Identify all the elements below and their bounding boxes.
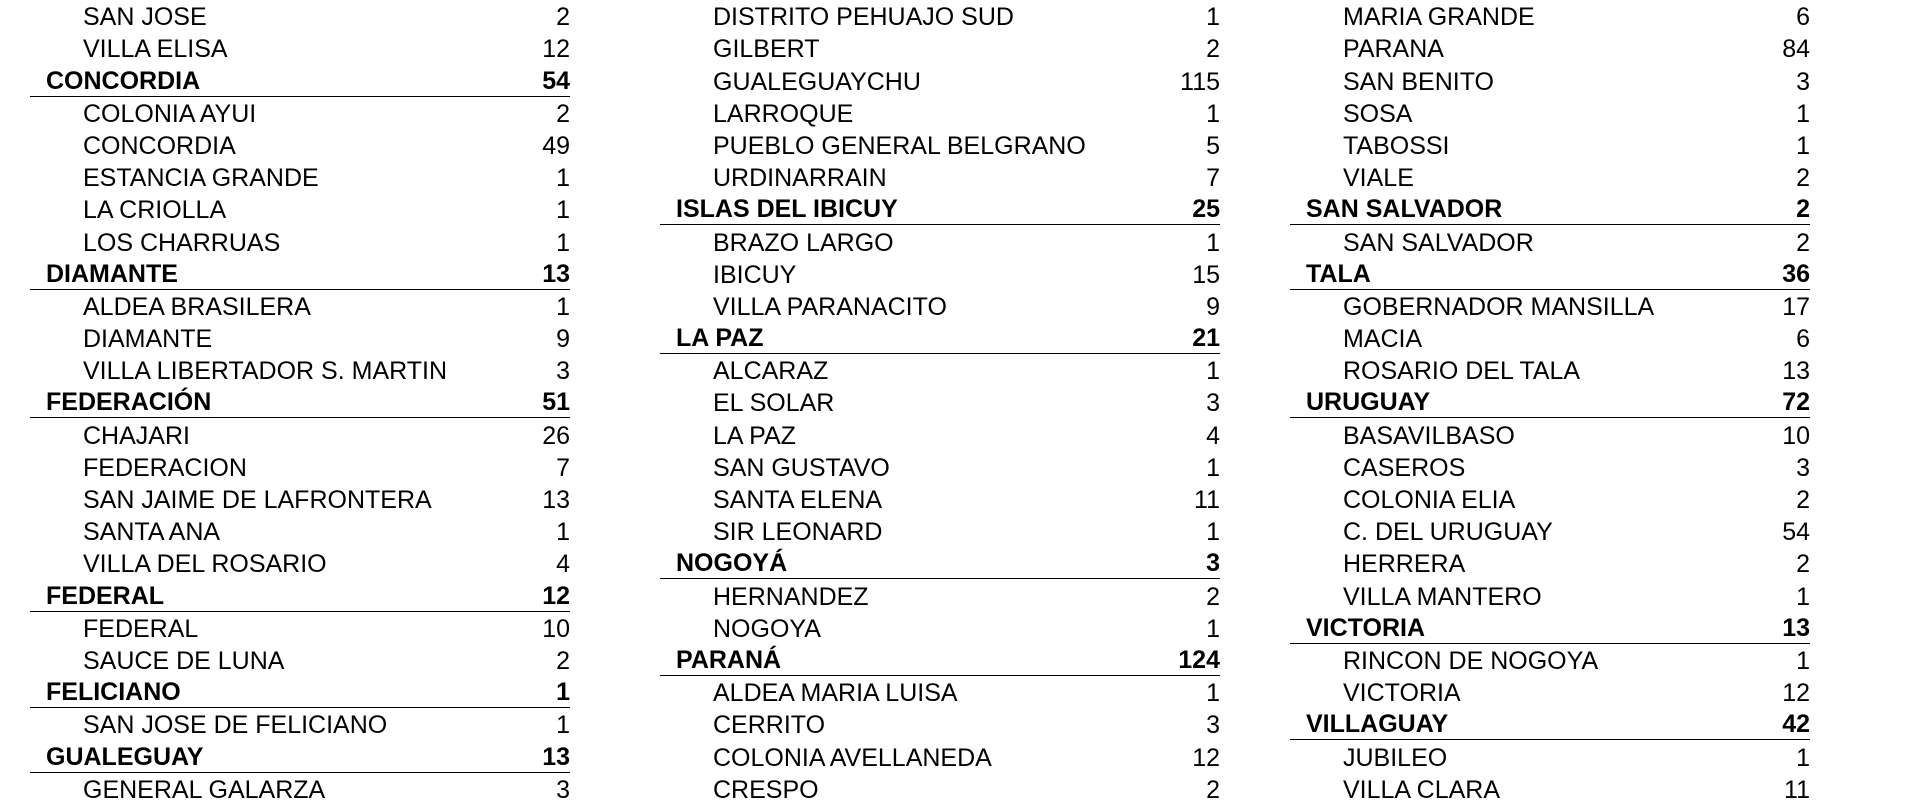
locality-name: SIR LEONARD: [713, 518, 883, 547]
locality-name: ESTANCIA GRANDE: [83, 164, 319, 193]
locality-name: SAN SALVADOR: [1343, 228, 1534, 257]
department-name: FEDERACIÓN: [46, 388, 212, 417]
locality-count: 84: [1782, 35, 1810, 64]
locality-name: DIAMANTE: [83, 325, 213, 354]
locality-row: [1290, 225, 1810, 257]
locality-row: [1290, 322, 1810, 354]
locality-row: [1290, 515, 1810, 547]
department-total: 3: [1206, 549, 1220, 578]
table-column-middle: [660, 0, 1220, 805]
department-name: VICTORIA: [1306, 613, 1425, 642]
locality-count: 5: [1206, 131, 1220, 160]
locality-count: 1: [1206, 228, 1220, 257]
locality-count: 4: [1206, 421, 1220, 450]
locality-name: GOBERNADOR MANSILLA: [1343, 292, 1655, 321]
locality-name: SAN BENITO: [1343, 67, 1494, 96]
locality-name: MACIA: [1343, 325, 1423, 354]
locality-row: [1290, 676, 1810, 708]
department-name: FEDERAL: [46, 581, 165, 610]
locality-row: [1290, 129, 1810, 161]
locality-row: [660, 225, 1220, 257]
locality-name: SAN JOSE DE FELICIANO: [83, 711, 388, 740]
locality-count: 3: [1206, 389, 1220, 418]
locality-name: ROSARIO DEL TALA: [1343, 357, 1581, 386]
locality-count: 1: [1796, 743, 1810, 772]
locality-count: 13: [542, 486, 570, 514]
department-header-row: [1290, 612, 1810, 644]
locality-count: 2: [1796, 228, 1810, 257]
locality-count: 7: [556, 453, 570, 482]
locality-name: ALDEA BRASILERA: [83, 292, 311, 321]
locality-row: [1290, 0, 1810, 32]
locality-count: 4: [556, 550, 570, 579]
locality-row: [30, 547, 570, 579]
locality-count: 12: [1192, 743, 1220, 772]
department-total: 54: [542, 66, 570, 95]
locality-row: [660, 676, 1220, 708]
locality-count: 10: [542, 614, 570, 643]
locality-count: 2: [556, 3, 570, 32]
locality-count: 1: [1206, 679, 1220, 708]
locality-row: [660, 579, 1220, 611]
locality-name: GUALEGUAYCHU: [713, 67, 921, 96]
locality-name: VILLA LIBERTADOR S. MARTIN: [83, 357, 448, 386]
department-name: LA PAZ: [676, 324, 764, 353]
locality-count: 1: [556, 228, 570, 257]
locality-count: 3: [1796, 453, 1810, 482]
locality-name: ALCARAZ: [713, 357, 829, 386]
locality-name: CERRITO: [713, 711, 826, 740]
locality-name: LA PAZ: [713, 421, 796, 450]
table-column-left: [30, 0, 570, 805]
locality-count: 2: [1796, 486, 1810, 514]
locality-row: [660, 0, 1220, 32]
locality-name: COLONIA AVELLANEDA: [713, 743, 992, 772]
locality-count: 1: [1206, 518, 1220, 547]
locality-row: [1290, 644, 1810, 676]
locality-count: 1: [1206, 99, 1220, 128]
locality-count: 2: [556, 646, 570, 675]
table-column-right: [1290, 0, 1810, 805]
locality-count: 1: [1206, 357, 1220, 386]
locality-row: [660, 32, 1220, 64]
locality-row: [30, 354, 570, 386]
locality-name: FEDERAL: [83, 614, 199, 643]
locality-count: 1: [556, 711, 570, 740]
locality-row: [660, 483, 1220, 515]
locality-name: CHAJARI: [83, 421, 190, 450]
locality-row: [30, 97, 570, 129]
locality-count: 1: [556, 164, 570, 193]
locality-row: [30, 644, 570, 676]
department-total: 72: [1782, 388, 1810, 417]
department-total: 1: [556, 678, 570, 707]
locality-row: [1290, 64, 1810, 96]
locality-name: CONCORDIA: [83, 131, 236, 160]
locality-row: [1290, 290, 1810, 322]
department-header-row: [1290, 258, 1810, 290]
locality-name: PARANA: [1343, 35, 1444, 64]
locality-count: 12: [1782, 679, 1810, 708]
department-total: 36: [1782, 259, 1810, 288]
department-total: 13: [1782, 613, 1810, 642]
locality-row: [30, 161, 570, 193]
locality-count: 1: [556, 292, 570, 321]
locality-count: 1: [1796, 99, 1810, 128]
locality-row: [30, 129, 570, 161]
locality-name: COLONIA ELIA: [1343, 486, 1516, 514]
department-total: 13: [542, 742, 570, 771]
department-name: NOGOYÁ: [676, 549, 788, 578]
department-header-row: [1290, 193, 1810, 225]
locality-count: 11: [1194, 486, 1220, 514]
locality-count: 54: [1782, 518, 1810, 547]
locality-row: [660, 418, 1220, 450]
locality-row: [30, 0, 570, 32]
locality-count: 3: [1206, 711, 1220, 740]
department-header-row: [30, 676, 570, 708]
department-name: TALA: [1306, 259, 1371, 288]
department-name: CONCORDIA: [46, 66, 201, 95]
locality-name: VILLA CLARA: [1343, 775, 1501, 804]
locality-row: [660, 451, 1220, 483]
locality-row: [1290, 483, 1810, 515]
locality-row: [660, 290, 1220, 322]
locality-name: HERNANDEZ: [713, 582, 869, 611]
locality-count: 26: [542, 421, 570, 450]
locality-count: 12: [542, 35, 570, 64]
department-total: 2: [1796, 195, 1810, 224]
department-total: 13: [542, 259, 570, 288]
locality-row: [30, 225, 570, 257]
locality-name: IBICUY: [713, 260, 797, 289]
locality-name: SANTA ANA: [83, 518, 221, 547]
department-header-row: [30, 579, 570, 611]
locality-row: [30, 515, 570, 547]
department-name: GUALEGUAY: [46, 742, 204, 771]
locality-name: HERRERA: [1343, 550, 1466, 579]
locality-row: [30, 32, 570, 64]
locality-name: RINCON DE NOGOYA: [1343, 646, 1599, 675]
locality-row: [30, 322, 570, 354]
locality-row: [30, 193, 570, 225]
locality-row: [660, 64, 1220, 96]
locality-row: [1290, 418, 1810, 450]
locality-count: 2: [556, 99, 570, 128]
locality-count: 3: [1796, 67, 1810, 96]
department-name: VILLAGUAY: [1306, 710, 1449, 739]
department-header-row: [660, 644, 1220, 676]
locality-row: [1290, 579, 1810, 611]
locality-count: 49: [542, 131, 570, 160]
locality-name: SAN GUSTAVO: [713, 453, 890, 482]
locality-name: FEDERACION: [83, 453, 247, 482]
locality-name: NOGOYA: [713, 614, 821, 643]
department-total: 124: [1178, 645, 1220, 674]
locality-row: [660, 612, 1220, 644]
locality-name: DISTRITO PEHUAJO SUD: [713, 3, 1014, 32]
locality-row: [30, 708, 570, 740]
department-name: FELICIANO: [46, 678, 181, 707]
locality-count: 11: [1784, 775, 1810, 804]
locality-name: EL SOLAR: [713, 389, 835, 418]
locality-count: 1: [556, 196, 570, 225]
locality-count: 17: [1782, 292, 1810, 321]
locality-name: SAN JAIME DE LAFRONTERA: [83, 486, 432, 514]
locality-name: BASAVILBASO: [1343, 421, 1515, 450]
locality-name: COLONIA AYUI: [83, 99, 257, 128]
department-header-row: [660, 547, 1220, 579]
department-header-row: [30, 64, 570, 96]
department-total: 25: [1192, 195, 1220, 224]
locality-count: 9: [556, 325, 570, 354]
locality-name: C. DEL URUGUAY: [1343, 518, 1553, 547]
locality-name: SAUCE DE LUNA: [83, 646, 285, 675]
locality-count: 13: [1782, 357, 1810, 386]
department-header-row: [1290, 386, 1810, 418]
locality-count: 1: [1206, 614, 1220, 643]
locality-row: [660, 740, 1220, 772]
department-total: 51: [542, 388, 570, 417]
locality-count: 2: [1206, 582, 1220, 611]
locality-row: [30, 290, 570, 322]
locality-count: 6: [1796, 325, 1810, 354]
locality-name: GENERAL GALARZA: [83, 775, 326, 804]
department-header-row: [1290, 708, 1810, 740]
department-name: SAN SALVADOR: [1306, 195, 1503, 224]
locality-count: 1: [556, 518, 570, 547]
locality-row: [660, 258, 1220, 290]
locality-row: [1290, 32, 1810, 64]
department-total: 42: [1782, 710, 1810, 739]
locality-name: SANTA ELENA: [713, 486, 883, 514]
locality-row: [660, 354, 1220, 386]
locality-count: 1: [1796, 131, 1810, 160]
locality-count: 10: [1782, 421, 1810, 450]
department-header-row: [660, 193, 1220, 225]
locality-row: [30, 418, 570, 450]
department-header-row: [30, 740, 570, 772]
locality-count: 1: [1796, 646, 1810, 675]
locality-row: [1290, 354, 1810, 386]
department-header-row: [660, 322, 1220, 354]
locality-row: [1290, 97, 1810, 129]
department-name: ISLAS DEL IBICUY: [676, 195, 898, 224]
locality-name: LARROQUE: [713, 99, 854, 128]
locality-count: 9: [1206, 292, 1220, 321]
locality-name: VILLA MANTERO: [1343, 582, 1542, 611]
department-total: 12: [542, 581, 570, 610]
locality-name: SAN JOSE: [83, 3, 207, 32]
locality-count: 2: [1796, 550, 1810, 579]
locality-row: [660, 129, 1220, 161]
locality-name: URDINARRAIN: [713, 164, 887, 193]
locality-row: [1290, 547, 1810, 579]
locality-name: VIALE: [1343, 164, 1414, 193]
locality-row: [660, 708, 1220, 740]
locality-count: 2: [1206, 35, 1220, 64]
locality-row: [1290, 161, 1810, 193]
locality-name: VILLA PARANACITO: [713, 292, 947, 321]
locality-row: [1290, 740, 1810, 772]
locality-name: CASEROS: [1343, 453, 1466, 482]
locality-count: 1: [1206, 3, 1220, 32]
department-name: DIAMANTE: [46, 259, 178, 288]
locality-count: 1: [1796, 582, 1810, 611]
locality-count: 3: [556, 357, 570, 386]
locality-name: TABOSSI: [1343, 131, 1450, 160]
locality-name: GILBERT: [713, 35, 820, 64]
locality-row: [30, 483, 570, 515]
locality-row: [30, 612, 570, 644]
locality-name: VILLA DEL ROSARIO: [83, 550, 327, 579]
department-name: PARANÁ: [676, 645, 782, 674]
locality-name: SOSA: [1343, 99, 1413, 128]
locality-row: [30, 451, 570, 483]
locality-name: VILLA ELISA: [83, 35, 228, 64]
locality-name: MARIA GRANDE: [1343, 3, 1535, 32]
locality-name: LA CRIOLLA: [83, 196, 227, 225]
locality-count: 115: [1180, 67, 1220, 96]
locality-row: [1290, 451, 1810, 483]
locality-count: 15: [1192, 260, 1220, 289]
locality-count: 6: [1796, 3, 1810, 32]
locality-count: 7: [1206, 164, 1220, 193]
department-header-row: [30, 258, 570, 290]
locality-name: LOS CHARRUAS: [83, 228, 281, 257]
locality-name: ALDEA MARIA LUISA: [713, 679, 958, 708]
locality-name: BRAZO LARGO: [713, 228, 894, 257]
locality-name: JUBILEO: [1343, 743, 1448, 772]
locality-row: [660, 97, 1220, 129]
locality-name: VICTORIA: [1343, 679, 1461, 708]
locality-count: 3: [556, 775, 570, 804]
department-total: 21: [1192, 324, 1220, 353]
department-name: URUGUAY: [1306, 388, 1431, 417]
locality-row: [660, 386, 1220, 418]
locality-name: CRESPO: [713, 775, 819, 804]
locality-count: 1: [1206, 453, 1220, 482]
locality-count: 2: [1796, 164, 1810, 193]
locality-count: 2: [1206, 775, 1220, 804]
department-header-row: [30, 386, 570, 418]
locality-row: [660, 515, 1220, 547]
locality-row: [660, 161, 1220, 193]
locality-name: PUEBLO GENERAL BELGRANO: [713, 131, 1086, 160]
